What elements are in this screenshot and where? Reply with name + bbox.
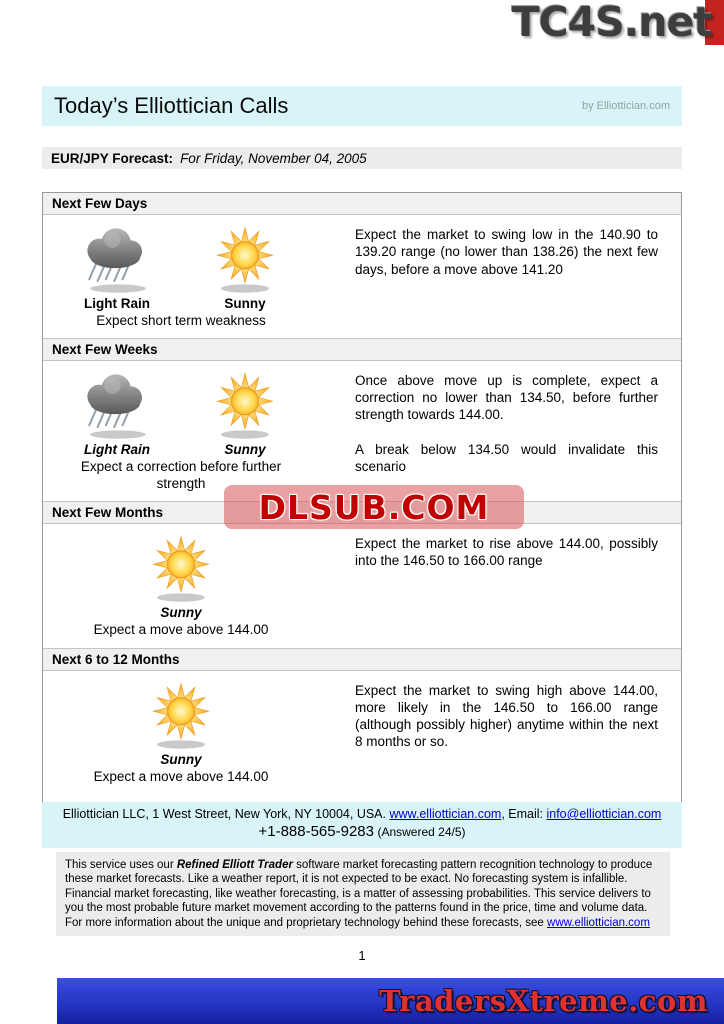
weather-icons-row bbox=[128, 677, 234, 767]
disclaimer-text: software market forecasting pattern recognition technology to produce these market forecasts. Like a weather report, it is not expected to be exact. No forecasting system is infallible. Financial market forecasting, like weather forecasting, is a matter of assessing probabilities. This service delivers to you the most probable future market movement according to the patterns found in the price, time and volume data. For more information about the unique and proprietary technology behind these forecasts, see bbox=[65, 859, 653, 929]
weather-column bbox=[47, 367, 315, 493]
weather-icon-block bbox=[64, 367, 170, 457]
weather-icon-block bbox=[128, 530, 234, 620]
forecast-text bbox=[315, 367, 671, 493]
forecast-date: For Friday, November 04, 2005 bbox=[180, 150, 367, 166]
forecast-text bbox=[315, 530, 671, 640]
weather-icon-block bbox=[128, 677, 234, 767]
disclaimer-text: This service uses our bbox=[65, 859, 177, 871]
forecast-paragraph: Expect the market to swing low in the 140.90 to 139.20 range (no lower than 138.26) the next few days, before a move above 141.20 bbox=[355, 227, 658, 277]
weather-caption: Expect a correction before further strength bbox=[80, 458, 282, 491]
sunny-icon bbox=[139, 677, 223, 751]
email-link[interactable]: info@elliottician.com bbox=[546, 807, 662, 821]
weather-caption: Expect short term weakness bbox=[96, 313, 266, 328]
weather-column bbox=[47, 677, 315, 797]
forecast-text bbox=[315, 677, 671, 797]
section-title: Next Few Days bbox=[43, 193, 681, 215]
product-name: Refined Elliott Trader bbox=[176, 859, 293, 871]
section-next-6-to-12-months bbox=[43, 648, 681, 805]
byline: by Elliottician.com bbox=[581, 100, 670, 112]
weather-icon-label: Light Rain bbox=[84, 296, 150, 311]
section-content bbox=[43, 671, 681, 805]
forecast-paragraph: A break below 134.50 would invalidate this scenario bbox=[355, 441, 658, 474]
weather-column bbox=[47, 221, 315, 330]
address-line bbox=[42, 807, 682, 821]
forecast-paragraph: Expect the market to rise above 144.00, possibly into the 146.50 to 166.00 range bbox=[355, 535, 658, 568]
dlsub-watermark bbox=[224, 485, 524, 529]
section-title: Next Few Weeks bbox=[43, 338, 681, 361]
disclaimer-website-link[interactable]: www.elliottician.com bbox=[547, 916, 650, 929]
weather-icon-label: Sunny bbox=[160, 604, 202, 620]
weather-icons-row bbox=[128, 530, 234, 620]
bottom-banner bbox=[57, 978, 724, 1024]
phone-line bbox=[42, 823, 682, 840]
phone-number: +1-888-565-9283 bbox=[258, 823, 374, 840]
forecast-paragraph: Expect the market to swing high above 144.00, more likely in the 146.50 to 166.00 range (although possibly higher) anytime within the next 8 months or so. bbox=[355, 682, 658, 750]
sunny-icon bbox=[203, 221, 287, 295]
address-text: Elliottician LLC, 1 West Street, New York, NY 10004, USA. bbox=[62, 807, 390, 821]
weather-icon-block bbox=[192, 367, 298, 457]
weather-icon-label: Sunny bbox=[224, 296, 266, 311]
page-header bbox=[42, 86, 682, 126]
weather-caption: Expect a move above 144.00 bbox=[93, 621, 269, 637]
email-label: , Email: bbox=[501, 807, 547, 821]
light-rain-icon bbox=[75, 221, 159, 295]
website-link[interactable]: www.elliottician.com bbox=[389, 807, 502, 821]
page-title: Today’s Elliottician Calls bbox=[54, 93, 289, 118]
forecast-text bbox=[315, 221, 671, 330]
forecast-pair-label: EUR/JPY Forecast: bbox=[51, 150, 174, 166]
light-rain-icon bbox=[75, 367, 159, 441]
forecast-pair-bar bbox=[42, 147, 682, 169]
forecast-paragraph: Once above move up is complete, expect a correction no lower than 134.50, before further strength towards 144.00. bbox=[355, 372, 658, 423]
section-title: Next 6 to 12 Months bbox=[43, 648, 681, 671]
section-content bbox=[43, 361, 681, 501]
contact-footer bbox=[42, 802, 682, 848]
weather-column bbox=[47, 530, 315, 640]
section-title: Next Few Months bbox=[43, 501, 681, 524]
section-content bbox=[43, 524, 681, 648]
dlsub-watermark-text: DLSUB.COM bbox=[258, 487, 490, 527]
sunny-icon bbox=[203, 367, 287, 441]
weather-icon-block bbox=[192, 221, 298, 311]
section-next-few-days bbox=[43, 193, 681, 338]
sunny-icon bbox=[139, 530, 223, 604]
disclaimer bbox=[56, 852, 670, 936]
page-number: 1 bbox=[358, 948, 366, 963]
answered-hours: (Answered 24/5) bbox=[377, 825, 466, 839]
weather-icons-row bbox=[64, 221, 298, 311]
section-next-few-weeks bbox=[43, 338, 681, 501]
weather-icons-row bbox=[64, 367, 298, 457]
weather-icon-label: Light Rain bbox=[84, 441, 150, 457]
section-content bbox=[43, 215, 681, 338]
tc4s-logo: TC4S.net bbox=[511, 0, 712, 46]
weather-icon-label: Sunny bbox=[160, 751, 202, 767]
tradersxtreme-logo: TradersXtreme.com bbox=[379, 984, 708, 1018]
weather-icon-block bbox=[64, 221, 170, 311]
weather-caption: Expect a move above 144.00 bbox=[93, 768, 269, 784]
weather-icon-label: Sunny bbox=[224, 441, 266, 457]
